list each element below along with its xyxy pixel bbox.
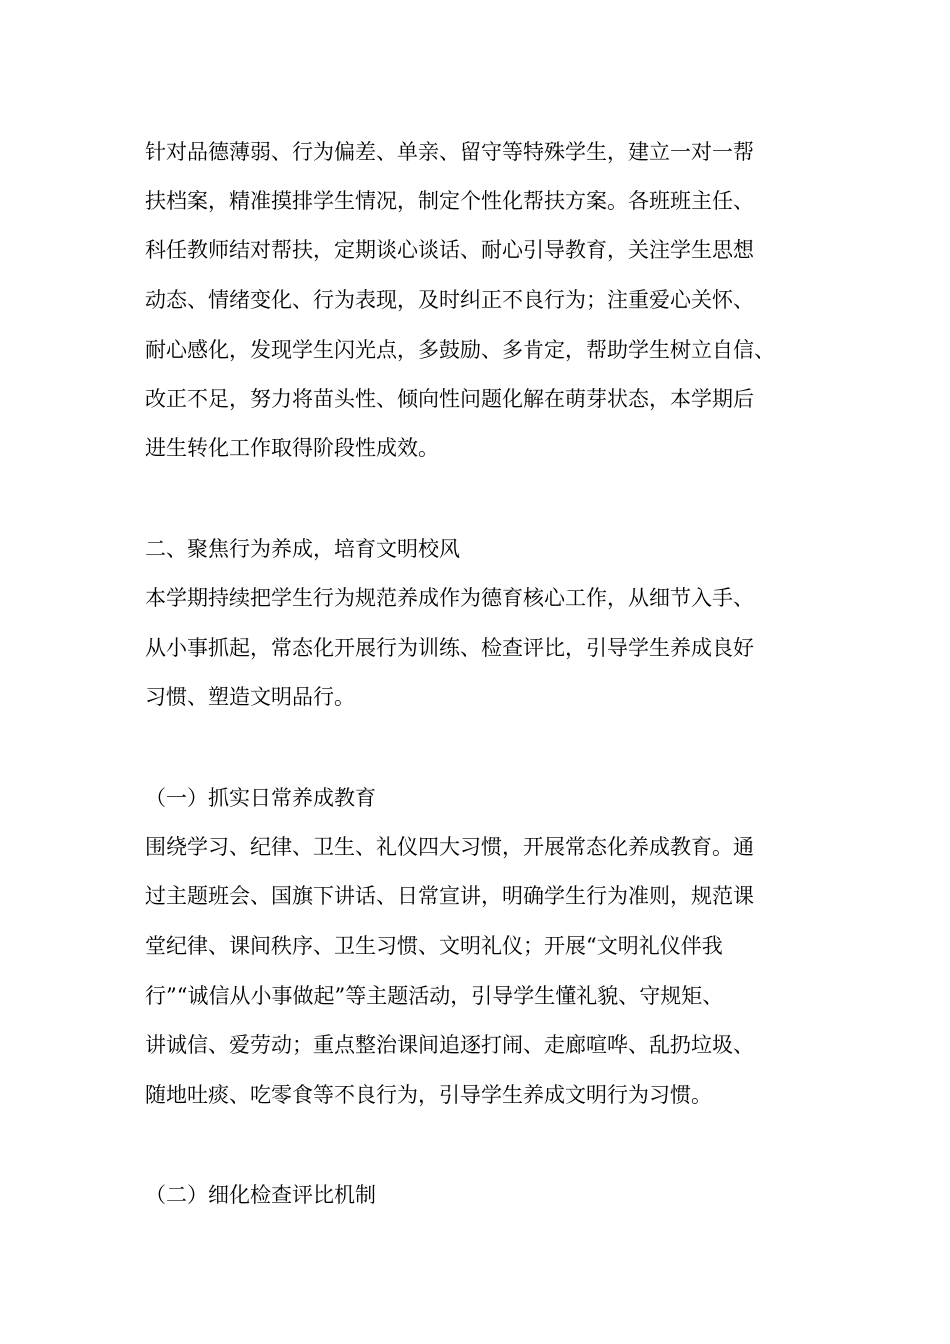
- paragraph-line: 扶档案，精准摸排学生情况，制定个性化帮扶方案。各班班主任、: [145, 189, 754, 213]
- paragraph-line: 行”“诚信从小事做起”等主题活动，引导学生懂礼貌、守规矩、: [145, 984, 724, 1008]
- paragraph-line: 围绕学习、纪律、卫生、礼仪四大习惯，开展常态化养成教育。通: [145, 835, 754, 859]
- paragraph-line: 科任教师结对帮扶，定期谈心谈话、耐心引导教育，关注学生思想: [145, 238, 754, 262]
- paragraph-line: 随地吐痰、吃零食等不良行为，引导学生养成文明行为习惯。: [145, 1083, 712, 1107]
- paragraph-line: 过主题班会、国旗下讲话、日常宣讲，明确学生行为准则，规范课: [145, 884, 754, 908]
- paragraph-line: 堂纪律、课间秩序、卫生习惯、文明礼仪；开展“文明礼仪伴我: [145, 934, 723, 958]
- paragraph-line: 针对品德薄弱、行为偏差、单亲、留守等特殊学生，建立一对一帮: [145, 140, 754, 164]
- paragraph-line: 本学期持续把学生行为规范养成作为德育核心工作，从细节入手、: [145, 586, 754, 610]
- paragraph-line: 从小事抓起，常态化开展行为训练、检查评比，引导学生养成良好: [145, 636, 754, 660]
- subsection-heading: （一）抓实日常养成教育: [145, 786, 376, 810]
- paragraph-line: 动态、情绪变化、行为表现，及时纠正不良行为；注重爱心关怀、: [145, 288, 754, 312]
- paragraph-line: 改正不足，努力将苗头性、倾向性问题化解在萌芽状态，本学期后: [145, 387, 754, 411]
- paragraph-line: 进生转化工作取得阶段性成效。: [145, 436, 439, 460]
- paragraph-line: 习惯、塑造文明品行。: [145, 685, 355, 709]
- subsection-heading: （二）细化检查评比机制: [145, 1183, 376, 1207]
- paragraph-line: 讲诚信、爱劳动；重点整治课间追逐打闹、走廊喧哗、乱扔垃圾、: [145, 1033, 754, 1057]
- paragraph-line: 耐心感化，发现学生闪光点，多鼓励、多肯定，帮助学生树立自信、: [145, 338, 775, 362]
- section-heading: 二、聚焦行为养成，培育文明校风: [145, 537, 460, 561]
